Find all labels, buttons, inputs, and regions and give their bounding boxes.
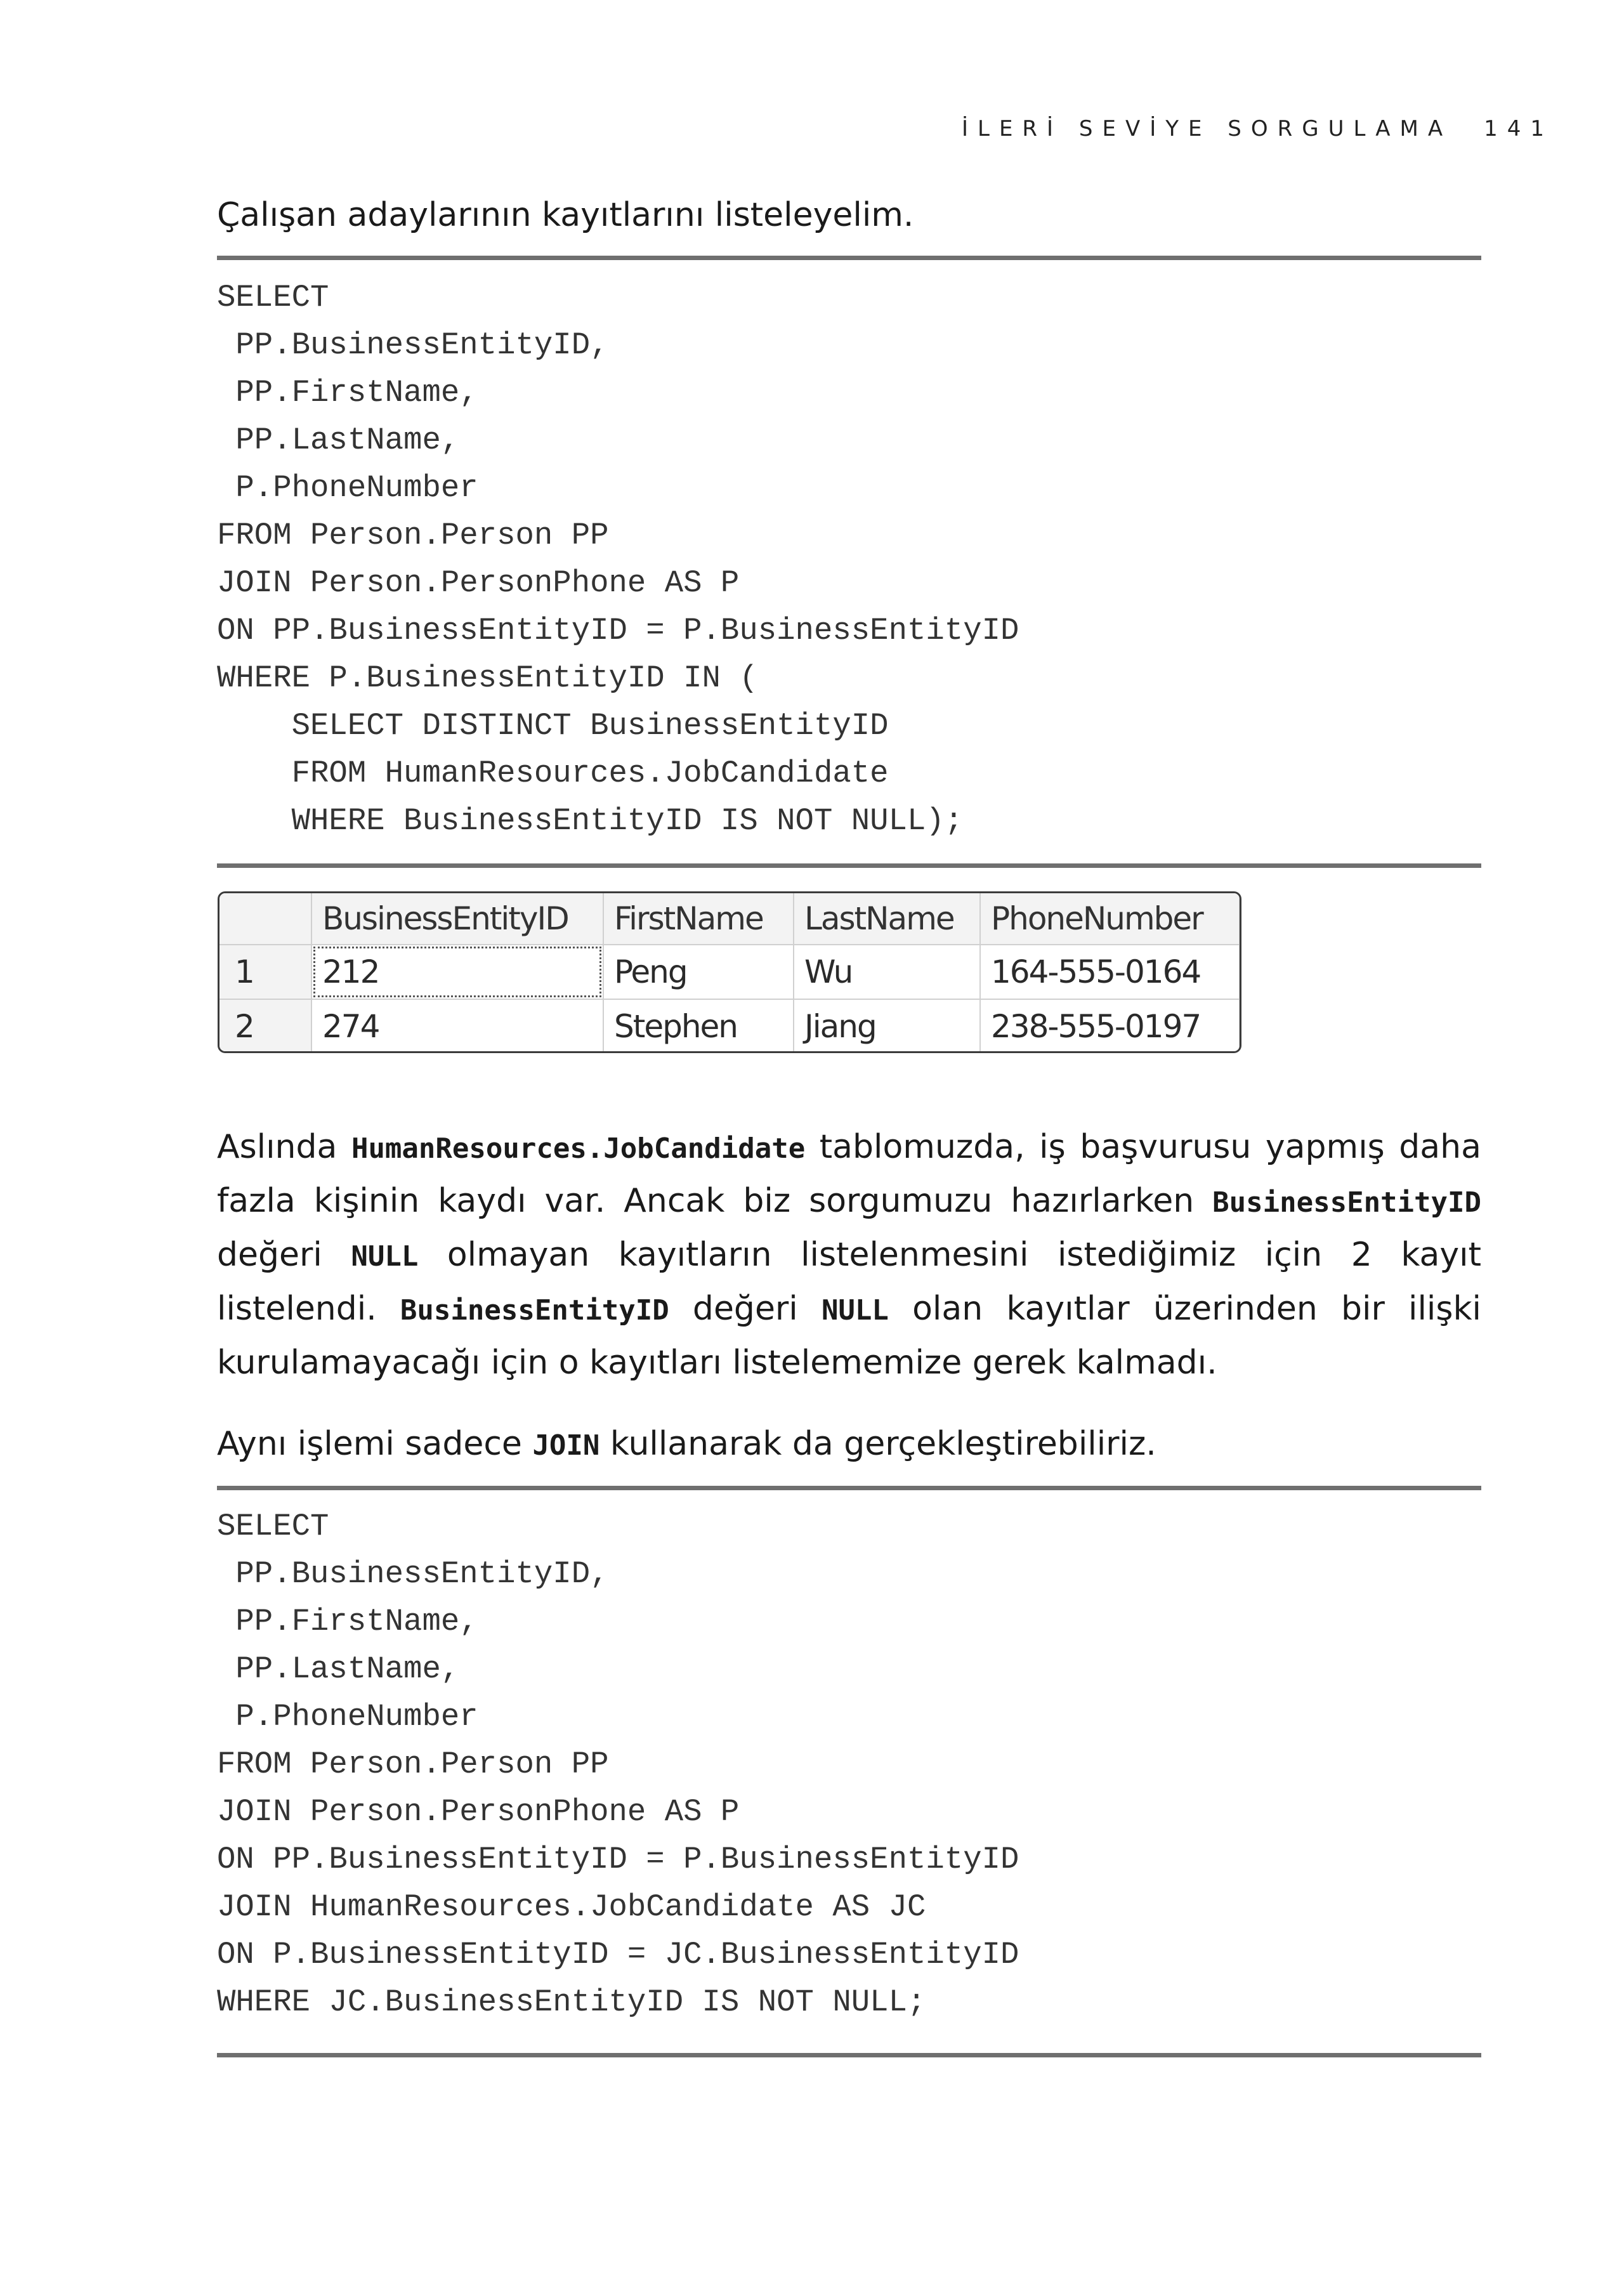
running-head: [962, 116, 1554, 141]
result-grid: [218, 891, 1241, 1053]
row-number-cell[interactable]: 2: [219, 999, 311, 1053]
grid-cell[interactable]: Stephen: [603, 999, 794, 1053]
code-rule-bottom-2: [217, 2053, 1481, 2057]
code-block-2: SELECT PP.BusinessEntityID, PP.FirstName, PP.LastName, P.PhoneNumber FROM Person.Person PP JOIN Person.PersonPhone AS P ON PP.BusinessEntityID = P.BusinessEntityID JOIN HumanResources.JobCandidate AS JC ON P.BusinessEntityID = JC.BusinessEntityID WHERE JC.BusinessEntityID IS NOT NULL;: [217, 1509, 1019, 2020]
code-rule-bottom-1: [217, 863, 1481, 868]
running-head-title: İLERİ SEVİYE SORGULAMA: [961, 116, 1453, 141]
paragraph-text: Aynı işlemi sadece: [217, 1425, 533, 1463]
body-paragraph: [217, 1121, 1481, 1389]
join-intro-text: [217, 1418, 1481, 1472]
column-header[interactable]: BusinessEntityID: [311, 893, 603, 945]
intro-text: Çalışan adaylarının kayıtlarını listeleyelim.: [217, 196, 914, 234]
inline-code: JOIN: [532, 1429, 600, 1462]
paragraph-text: kullanarak da gerçekleştirebiliriz.: [599, 1425, 1156, 1463]
row-number-cell[interactable]: 1: [219, 945, 311, 999]
inline-code: NULL: [821, 1294, 889, 1327]
column-header[interactable]: FirstName: [603, 893, 794, 945]
paragraph-text: Aslında: [217, 1128, 351, 1166]
column-header[interactable]: PhoneNumber: [980, 893, 1240, 945]
grid-header-row: [219, 893, 1240, 945]
inline-code: HumanResources.JobCandidate: [351, 1132, 806, 1165]
table-row: [219, 945, 1240, 999]
column-header[interactable]: LastName: [794, 893, 980, 945]
inline-code: NULL: [351, 1240, 419, 1273]
paragraph-text: değeri: [669, 1290, 822, 1328]
grid-cell[interactable]: 274: [311, 999, 603, 1053]
paragraph-text: değeri: [217, 1236, 351, 1274]
grid-cell[interactable]: 238-555-0197: [980, 999, 1240, 1053]
paragraph-text: olmayan kayıtların listelenmesini istediğimiz için 2 kayıt listelendi.: [217, 1236, 1481, 1328]
table-row: [219, 999, 1240, 1053]
grid-cell[interactable]: 212: [311, 945, 603, 999]
code-block-1: SELECT PP.BusinessEntityID, PP.FirstName, PP.LastName, P.PhoneNumber FROM Person.Person PP JOIN Person.PersonPhone AS P ON PP.BusinessEntityID = P.BusinessEntityID WHERE P.BusinessEntityID IN ( SELECT DISTINCT BusinessEntityID FROM HumanResources.JobCandidate WHERE BusinessEntityID IS NOT NULL);: [217, 280, 1019, 839]
grid-cell[interactable]: Peng: [603, 945, 794, 999]
paragraph-text: olan kayıtlar üzerinden bir ilişki kurulamayacağı için o kayıtları listelememize gerek kalmadı.: [217, 1290, 1481, 1382]
inline-code: BusinessEntityID: [1212, 1186, 1481, 1219]
grid-cell[interactable]: 164-555-0164: [980, 945, 1240, 999]
grid-cell[interactable]: Wu: [794, 945, 980, 999]
code-rule-top-2: [217, 1486, 1481, 1490]
inline-code: BusinessEntityID: [400, 1294, 669, 1327]
grid-cell[interactable]: Jiang: [794, 999, 980, 1053]
code-rule-top-1: [217, 256, 1481, 260]
grid-corner-cell: [219, 893, 311, 945]
page-number: 141: [1484, 116, 1554, 141]
paragraph-text: tablomuzda, iş başvurusu yapmış daha fazla kişinin kaydı var. Ancak biz sorgumuzu hazırlarken: [217, 1128, 1481, 1220]
